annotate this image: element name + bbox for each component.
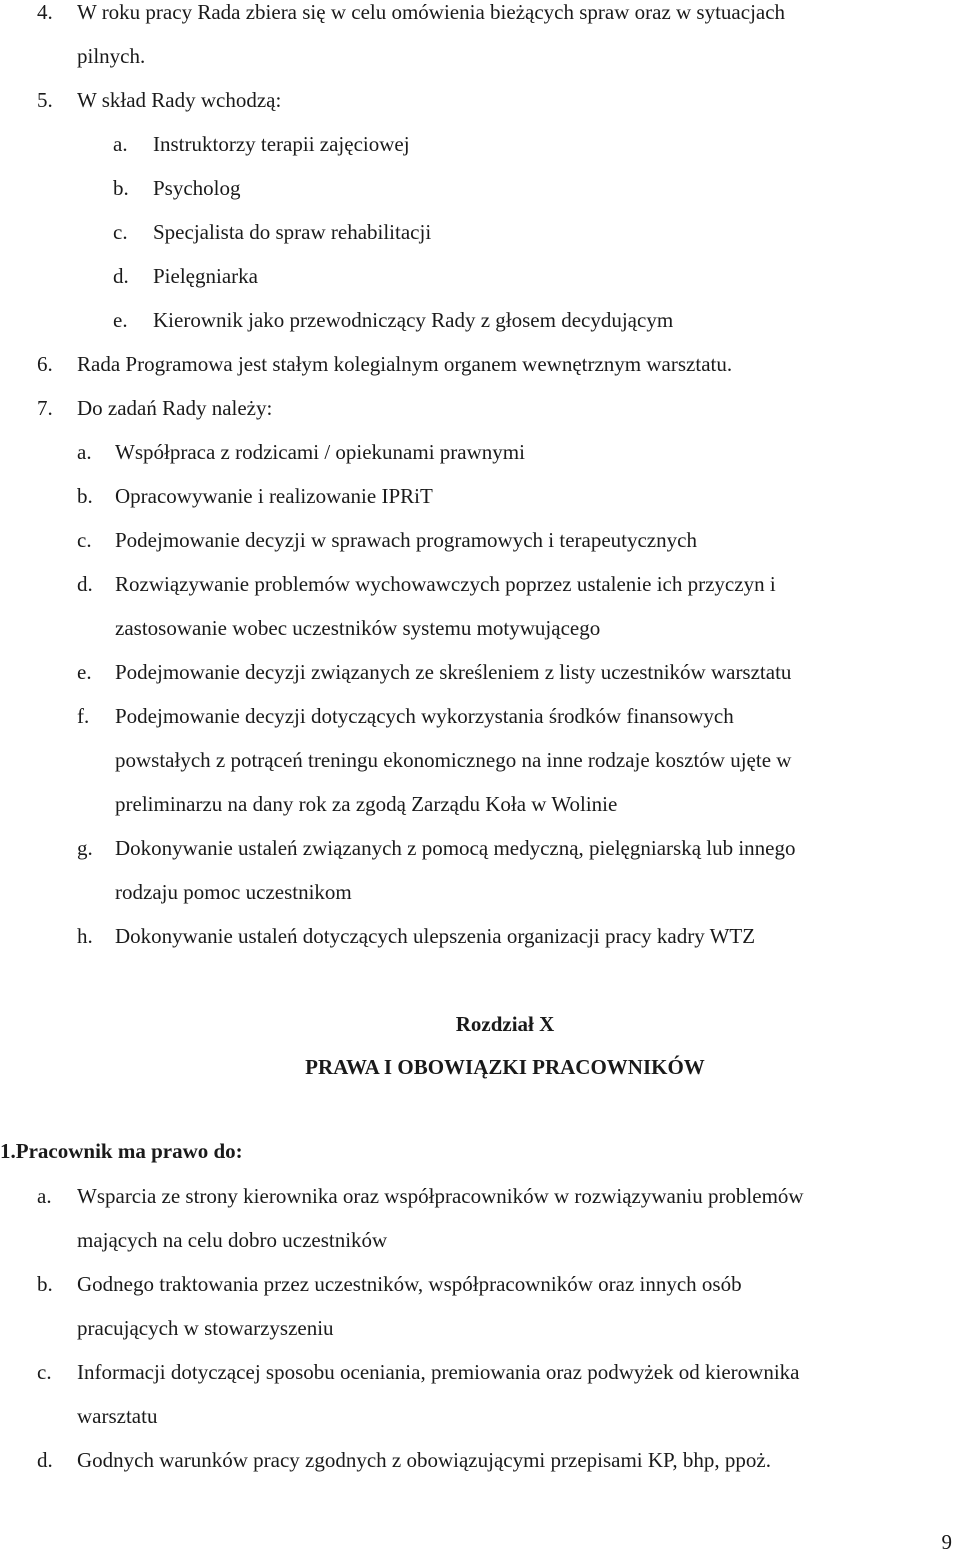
item-text: Specjalista do spraw rehabilitacji bbox=[153, 220, 432, 244]
item-text: Psycholog bbox=[153, 176, 241, 200]
item-text: Pielęgniarka bbox=[153, 264, 258, 288]
item-text: Kierownik jako przewodniczący Rady z głosem decydującym bbox=[153, 308, 674, 332]
item-text: Rozwiązywanie problemów wychowawczych poprzez ustalenie ich przyczyn i bbox=[115, 572, 776, 596]
item-text: Godnych warunków pracy zgodnych z obowiązującymi przepisami KP, bhp, ppoż. bbox=[77, 1448, 771, 1472]
item-label: e. bbox=[77, 660, 92, 684]
item-text: Dokonywanie ustaleń dotyczących ulepszenia organizacji pracy kadry WTZ bbox=[115, 924, 756, 948]
item-text: zastosowanie wobec uczestników systemu motywującego bbox=[115, 616, 601, 640]
item-label: d. bbox=[37, 1448, 53, 1472]
item-number: 4. bbox=[37, 0, 53, 24]
item-number: 7. bbox=[37, 396, 53, 420]
item-label: h. bbox=[77, 924, 93, 948]
item-text: Wsparcia ze strony kierownika oraz współpracowników w rozwiązywaniu problemów bbox=[77, 1184, 804, 1208]
chapter-title: Rozdział X bbox=[455, 1012, 555, 1036]
item-number: 6. bbox=[37, 352, 53, 376]
item-text: preliminarzu na dany rok za zgodą Zarządu Koła w Wolinie bbox=[115, 792, 618, 816]
item-text: Informacji dotyczącej sposobu oceniania, premiowania oraz podwyżek od kierownika bbox=[77, 1360, 800, 1384]
item-label: d. bbox=[113, 264, 129, 288]
item-label: a. bbox=[37, 1184, 52, 1208]
item-text: rodzaju pomoc uczestnikom bbox=[115, 880, 352, 904]
item-text: pracujących w stowarzyszeniu bbox=[77, 1316, 334, 1340]
item-label: b. bbox=[113, 176, 129, 200]
item-label: a. bbox=[113, 132, 128, 156]
item-text: Rada Programowa jest stałym kolegialnym organem wewnętrznym warsztatu. bbox=[77, 352, 733, 376]
page-number: 9 bbox=[941, 1530, 952, 1554]
item-label: c. bbox=[37, 1360, 52, 1384]
item-text: mających na celu dobro uczestników bbox=[77, 1228, 388, 1252]
item-text: Podejmowanie decyzji dotyczących wykorzystania środków finansowych bbox=[115, 704, 734, 728]
item-text: Dokonywanie ustaleń związanych z pomocą medyczną, pielęgniarską lub innego bbox=[115, 836, 796, 860]
item-label: f. bbox=[77, 704, 90, 728]
item-label: b. bbox=[37, 1272, 53, 1296]
item-text: Opracowywanie i realizowanie IPRiT bbox=[115, 484, 433, 508]
item-text: W skład Rady wchodzą: bbox=[77, 88, 282, 112]
item-text: Godnego traktowania przez uczestników, współpracowników oraz innych osób bbox=[77, 1272, 742, 1296]
item-label: d. bbox=[77, 572, 93, 596]
chapter-subtitle: PRAWA I OBOWIĄZKI PRACOWNIKÓW bbox=[305, 1055, 705, 1079]
item-label: c. bbox=[77, 528, 92, 552]
item-text: warsztatu bbox=[77, 1404, 158, 1428]
item-label: a. bbox=[77, 440, 92, 464]
item-text: Podejmowanie decyzji w sprawach programowych i terapeutycznych bbox=[115, 528, 697, 552]
item-text: Podejmowanie decyzji związanych ze skreśleniem z listy uczestników warsztatu bbox=[115, 660, 792, 684]
item-text: Do zadań Rady należy: bbox=[77, 396, 273, 420]
section-heading: 1.Pracownik ma prawo do: bbox=[0, 1139, 243, 1163]
item-label: e. bbox=[113, 308, 128, 332]
item-label: g. bbox=[77, 836, 93, 860]
item-text: W roku pracy Rada zbiera się w celu omówienia bieżących spraw oraz w sytuacjach bbox=[77, 0, 786, 24]
item-label: c. bbox=[113, 220, 128, 244]
item-text: powstałych z potrąceń treningu ekonomicznego na inne rodzaje kosztów ujęte w bbox=[115, 748, 792, 772]
item-text: pilnych. bbox=[77, 44, 146, 68]
item-text: Instruktorzy terapii zajęciowej bbox=[153, 132, 410, 156]
item-label: b. bbox=[77, 484, 93, 508]
item-number: 5. bbox=[37, 88, 53, 112]
item-text: Współpraca z rodzicami / opiekunami prawnymi bbox=[115, 440, 525, 464]
